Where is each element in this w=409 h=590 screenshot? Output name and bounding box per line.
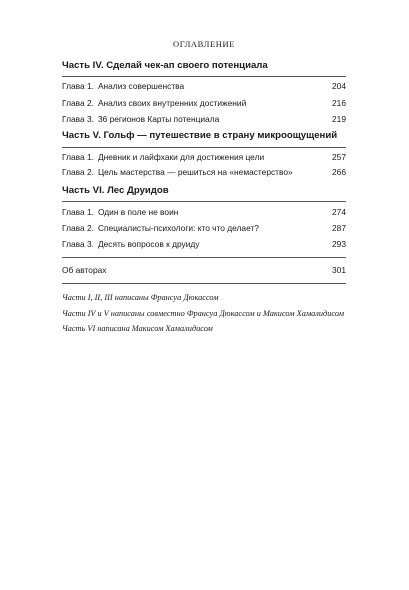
chapter-title: Анализ своих внутренних достижений — [97, 98, 247, 108]
chapter-label: Глава 3. — [62, 114, 94, 124]
chapter-title: Специалисты-психологи: кто что делает? — [97, 223, 259, 233]
authorship-note: Части IV и V написаны совместно Франсуа Дюкассом и Макисом Хамалидисом — [62, 309, 344, 318]
chapter-label: Глава 1. — [62, 81, 94, 91]
chapter-row[interactable] — [62, 238, 346, 250]
authorship-note: Части I, II, III написаны Франсуа Дюкассом — [62, 293, 219, 302]
page-number: 287 — [332, 223, 346, 233]
section-rule — [62, 257, 346, 258]
page-number: 301 — [332, 265, 346, 275]
chapter-label: Глава 3. — [62, 239, 94, 249]
part-rule — [62, 201, 346, 202]
page-number: 216 — [332, 98, 346, 108]
page-number: 204 — [332, 81, 346, 91]
chapter-label: Глава 2. — [62, 223, 94, 233]
chapter-row[interactable] — [62, 166, 346, 178]
toc-heading: ОГЛАВЛЕНИЕ — [172, 39, 236, 49]
part-title-iv: Часть IV. Сделай чек-ап своего потенциала — [62, 60, 268, 71]
part-title-v: Часть V. Гольф — путешествие в страну микроощущений — [62, 130, 338, 141]
about-authors-title: Об авторах — [62, 265, 107, 275]
chapter-row[interactable] — [62, 97, 346, 109]
page-number: 257 — [332, 152, 346, 162]
page-number: 274 — [332, 207, 346, 217]
chapter-title: Цель мастерства — решиться на «немастерство» — [97, 167, 293, 177]
chapter-title: Анализ совершенства — [97, 81, 185, 91]
chapter-row[interactable] — [62, 222, 346, 234]
chapter-label: Глава 2. — [62, 98, 94, 108]
chapter-title: 36 регионов Карты потенциала — [97, 114, 220, 124]
authorship-note: Часть VI написана Макисом Хамалидисом — [62, 324, 213, 333]
chapter-row[interactable] — [62, 80, 346, 92]
chapter-label: Глава 2. — [62, 167, 94, 177]
chapter-row[interactable] — [62, 206, 346, 218]
chapter-title: Десять вопросов к друиду — [97, 239, 200, 249]
about-authors-row[interactable] — [62, 264, 346, 276]
chapter-row[interactable] — [62, 113, 346, 125]
chapter-title: Один в поле не воин — [97, 207, 179, 217]
chapter-row[interactable] — [62, 151, 346, 163]
page-number: 293 — [332, 239, 346, 249]
page-number: 219 — [332, 114, 346, 124]
toc-page — [62, 0, 346, 590]
part-rule — [62, 147, 346, 148]
part-title-vi: Часть VI. Лес Друидов — [62, 185, 169, 196]
chapter-label: Глава 1. — [62, 152, 94, 162]
section-rule — [62, 283, 346, 284]
chapter-title: Дневник и лайфхаки для достижения цели — [97, 152, 265, 162]
part-rule — [62, 76, 346, 77]
chapter-label: Глава 1. — [62, 207, 94, 217]
page-number: 266 — [332, 167, 346, 177]
